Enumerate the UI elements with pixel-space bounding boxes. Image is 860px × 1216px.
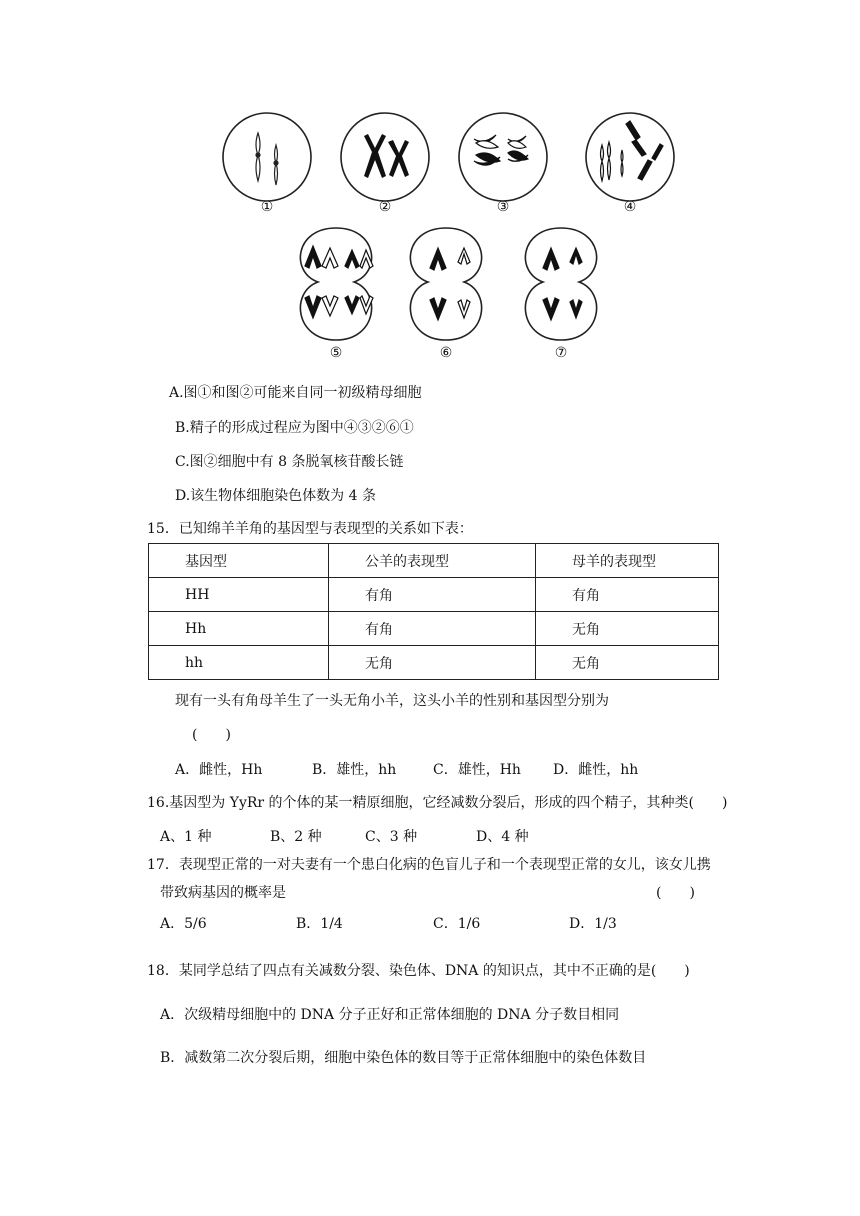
q15-blank: ( )	[192, 727, 231, 743]
figure-label-1: ①	[260, 199, 274, 215]
figure-label-5: ⑤	[329, 345, 343, 361]
cell-5	[300, 228, 371, 340]
q17-stem-line2: 带致病基因的概率是	[160, 885, 286, 901]
q18-option-a: A．次级精母细胞中的 DNA 分子正好和正常体细胞的 DNA 分子数目相同	[160, 1007, 620, 1023]
table-row	[149, 612, 719, 646]
q17-stem-line1: 17．表现型正常的一对夫妻有一个患白化病的色盲儿子和一个表现型正常的女儿，该女儿携	[147, 857, 711, 873]
q15-option-c: C．雄性，Hh	[433, 762, 521, 778]
table-cell: 无角	[536, 646, 719, 680]
q17-blank: ( )	[656, 885, 695, 901]
q18-stem: 18．某同学总结了四点有关减数分裂、染色体、DNA 的知识点，其中不正确的是( )	[147, 963, 690, 979]
q15-stem: 15．已知绵羊羊角的基因型与表现型的关系如下表：	[147, 521, 473, 537]
cell-1	[223, 113, 311, 201]
q17-option-a: A．5/6	[160, 916, 207, 932]
table-cell: 有角	[329, 578, 536, 612]
figure-label-2: ②	[378, 199, 392, 215]
table-cell: 无角	[329, 646, 536, 680]
table-cell: HH	[149, 578, 329, 612]
q15-option-d: D．雌性，hh	[553, 762, 639, 778]
cell-6	[410, 228, 481, 340]
q14-option-b: B.精子的形成过程应为图中④③②⑥①	[175, 420, 414, 436]
table-header: 母羊的表现型	[536, 544, 719, 578]
table-cell: hh	[149, 646, 329, 680]
q15-option-b: B．雄性，hh	[312, 762, 397, 778]
cell-7	[525, 228, 596, 340]
figure-label-6: ⑥	[439, 345, 453, 361]
q17-option-d: D．1/3	[569, 916, 617, 932]
q16-option-a: A、1 种	[160, 829, 212, 845]
table-row	[149, 646, 719, 680]
q16-stem: 16.基因型为 YyRr 的个体的某一精原细胞，它经减数分裂后，形成的四个精子，其种类( )	[147, 795, 728, 811]
q14-option-c: C.图②细胞中有 8 条脱氧核苷酸长链	[175, 454, 404, 470]
table-header-row	[149, 544, 719, 578]
table-cell: 有角	[329, 612, 536, 646]
q16-option-b: B、2 种	[270, 829, 322, 845]
table-header: 基因型	[149, 544, 329, 578]
figure-label-3: ③	[496, 199, 510, 215]
cell-3	[459, 113, 547, 201]
q17-option-c: C．1/6	[433, 916, 481, 932]
figure-label-7: ⑦	[554, 345, 568, 361]
cell-2	[341, 113, 429, 201]
table-cell: Hh	[149, 612, 329, 646]
cell-division-figure	[0, 0, 860, 372]
table-cell: 无角	[536, 612, 719, 646]
q15-question: 现有一头有角母羊生了一头无角小羊，这头小羊的性别和基因型分别为	[175, 693, 609, 709]
q17-option-b: B．1/4	[296, 916, 343, 932]
q15-option-a: A．雌性，Hh	[175, 762, 263, 778]
q16-option-d: D、4 种	[476, 829, 529, 845]
q18-option-b: B．减数第二次分裂后期，细胞中染色体的数目等于正常体细胞中的染色体数目	[160, 1050, 647, 1066]
genotype-table	[148, 543, 719, 680]
table-cell: 有角	[536, 578, 719, 612]
table-header: 公羊的表现型	[329, 544, 536, 578]
q14-option-d: D.该生物体细胞染色体数为 4 条	[175, 488, 376, 504]
figure-label-4: ④	[623, 199, 637, 215]
q16-option-c: C、3 种	[365, 829, 418, 845]
q14-option-a: A.图①和图②可能来自同一初级精母细胞	[169, 385, 422, 401]
table-row	[149, 578, 719, 612]
